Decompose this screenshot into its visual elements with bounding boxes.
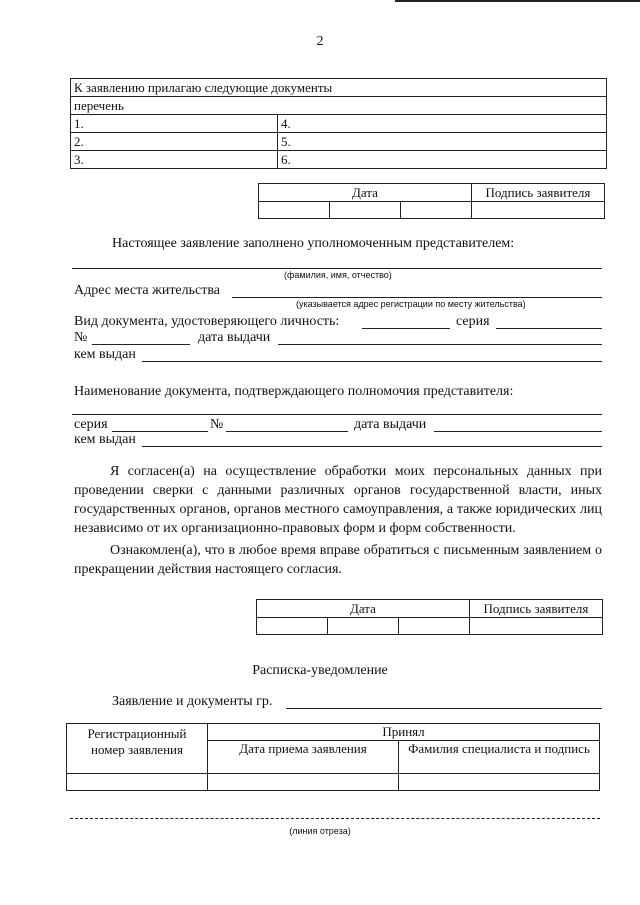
issued-by-line[interactable]: [142, 361, 602, 362]
address-label: Адрес места жительства: [74, 283, 220, 298]
issued-by-label-2: кем выдан: [74, 432, 136, 447]
series-label: серия: [456, 314, 490, 329]
issued-by-line-2[interactable]: [142, 446, 602, 447]
cut-line: [70, 818, 600, 819]
date-label: Дата: [257, 600, 470, 618]
signature-cell[interactable]: [471, 202, 604, 219]
name-hint: (фамилия, имя, отчество): [284, 270, 392, 280]
issue-date-label-2: дата выдачи: [354, 417, 427, 432]
date-day-cell[interactable]: [259, 202, 330, 219]
signature-box-1: [258, 183, 605, 219]
date-day-cell[interactable]: [257, 618, 328, 635]
consent-paragraph-1: Я согласен(а) на осуществление обработки моих персональных данных при проведении сверки с данными различных органов государственной власти, иных государственных органов, органов местного самоуправления, а также юридических лиц независимо от их организационно-правовых форм и форм собственности.: [74, 464, 602, 536]
page-number: 2: [316, 34, 324, 49]
attachments-table: [70, 78, 607, 169]
accepted-header: Принял: [208, 724, 600, 741]
date-received-cell[interactable]: [208, 774, 399, 791]
specialist-cell[interactable]: [399, 774, 600, 791]
id-doc-type-line[interactable]: [362, 328, 450, 329]
attachment-item[interactable]: 2.: [71, 133, 278, 151]
issue-date-line-2[interactable]: [434, 431, 602, 432]
receipt-table: [66, 723, 600, 791]
attachment-item[interactable]: 1.: [71, 115, 278, 133]
date-label: Дата: [259, 184, 472, 202]
authority-doc-line[interactable]: [72, 414, 602, 415]
authority-doc-label: Наименование документа, подтверждающего полномочия представителя:: [74, 384, 514, 399]
representative-name-line[interactable]: [72, 268, 602, 269]
address-line[interactable]: [232, 297, 602, 298]
issue-date-label: дата выдачи: [198, 330, 271, 345]
attachments-subheader: перечень: [71, 97, 607, 115]
top-edge-line: [395, 0, 640, 2]
address-hint: (указывается адрес регистрации по месту жительства): [296, 299, 526, 309]
series-line[interactable]: [496, 328, 602, 329]
id-doc-label: Вид документа, удостоверяющего личность:: [74, 314, 340, 329]
specialist-header: Фамилия специалиста и подпись: [399, 741, 600, 774]
number-label: №: [74, 330, 88, 345]
date-received-header: Дата приема заявления: [208, 741, 399, 774]
attachment-item[interactable]: 3.: [71, 151, 278, 169]
representative-intro: Настоящее заявление заполнено уполномоченным представителем:: [112, 236, 515, 251]
attachment-item[interactable]: 6.: [278, 151, 607, 169]
consent-text: [74, 462, 602, 579]
attachments-header: К заявлению прилагаю следующие документы: [71, 79, 607, 97]
date-year-cell[interactable]: [400, 202, 471, 219]
date-month-cell[interactable]: [329, 202, 400, 219]
issued-by-label: кем выдан: [74, 347, 136, 362]
signature-box-2: [256, 599, 603, 635]
receipt-title: Расписка-уведомление: [252, 663, 388, 678]
reg-number-cell[interactable]: [67, 774, 208, 791]
issue-date-line[interactable]: [278, 344, 602, 345]
series-label-2: серия: [74, 417, 108, 432]
attachment-item[interactable]: 4.: [278, 115, 607, 133]
date-month-cell[interactable]: [327, 618, 398, 635]
signature-cell[interactable]: [469, 618, 602, 635]
consent-paragraph-2: Ознакомлен(а), что в любое время вправе обратиться с письменным заявлением о прекращении действия настоящего согласия.: [74, 543, 602, 577]
number-line-2[interactable]: [226, 431, 348, 432]
attachment-item[interactable]: 5.: [278, 133, 607, 151]
signature-label: Подпись заявителя: [471, 184, 604, 202]
reg-number-header: Регистрационный номер заявления: [67, 724, 208, 774]
number-label-2: №: [210, 417, 224, 432]
receipt-name-line[interactable]: [286, 708, 602, 709]
date-year-cell[interactable]: [398, 618, 469, 635]
signature-label: Подпись заявителя: [469, 600, 602, 618]
receipt-line-label: Заявление и документы гр.: [112, 694, 273, 709]
cut-line-label: (линия отреза): [289, 826, 351, 836]
